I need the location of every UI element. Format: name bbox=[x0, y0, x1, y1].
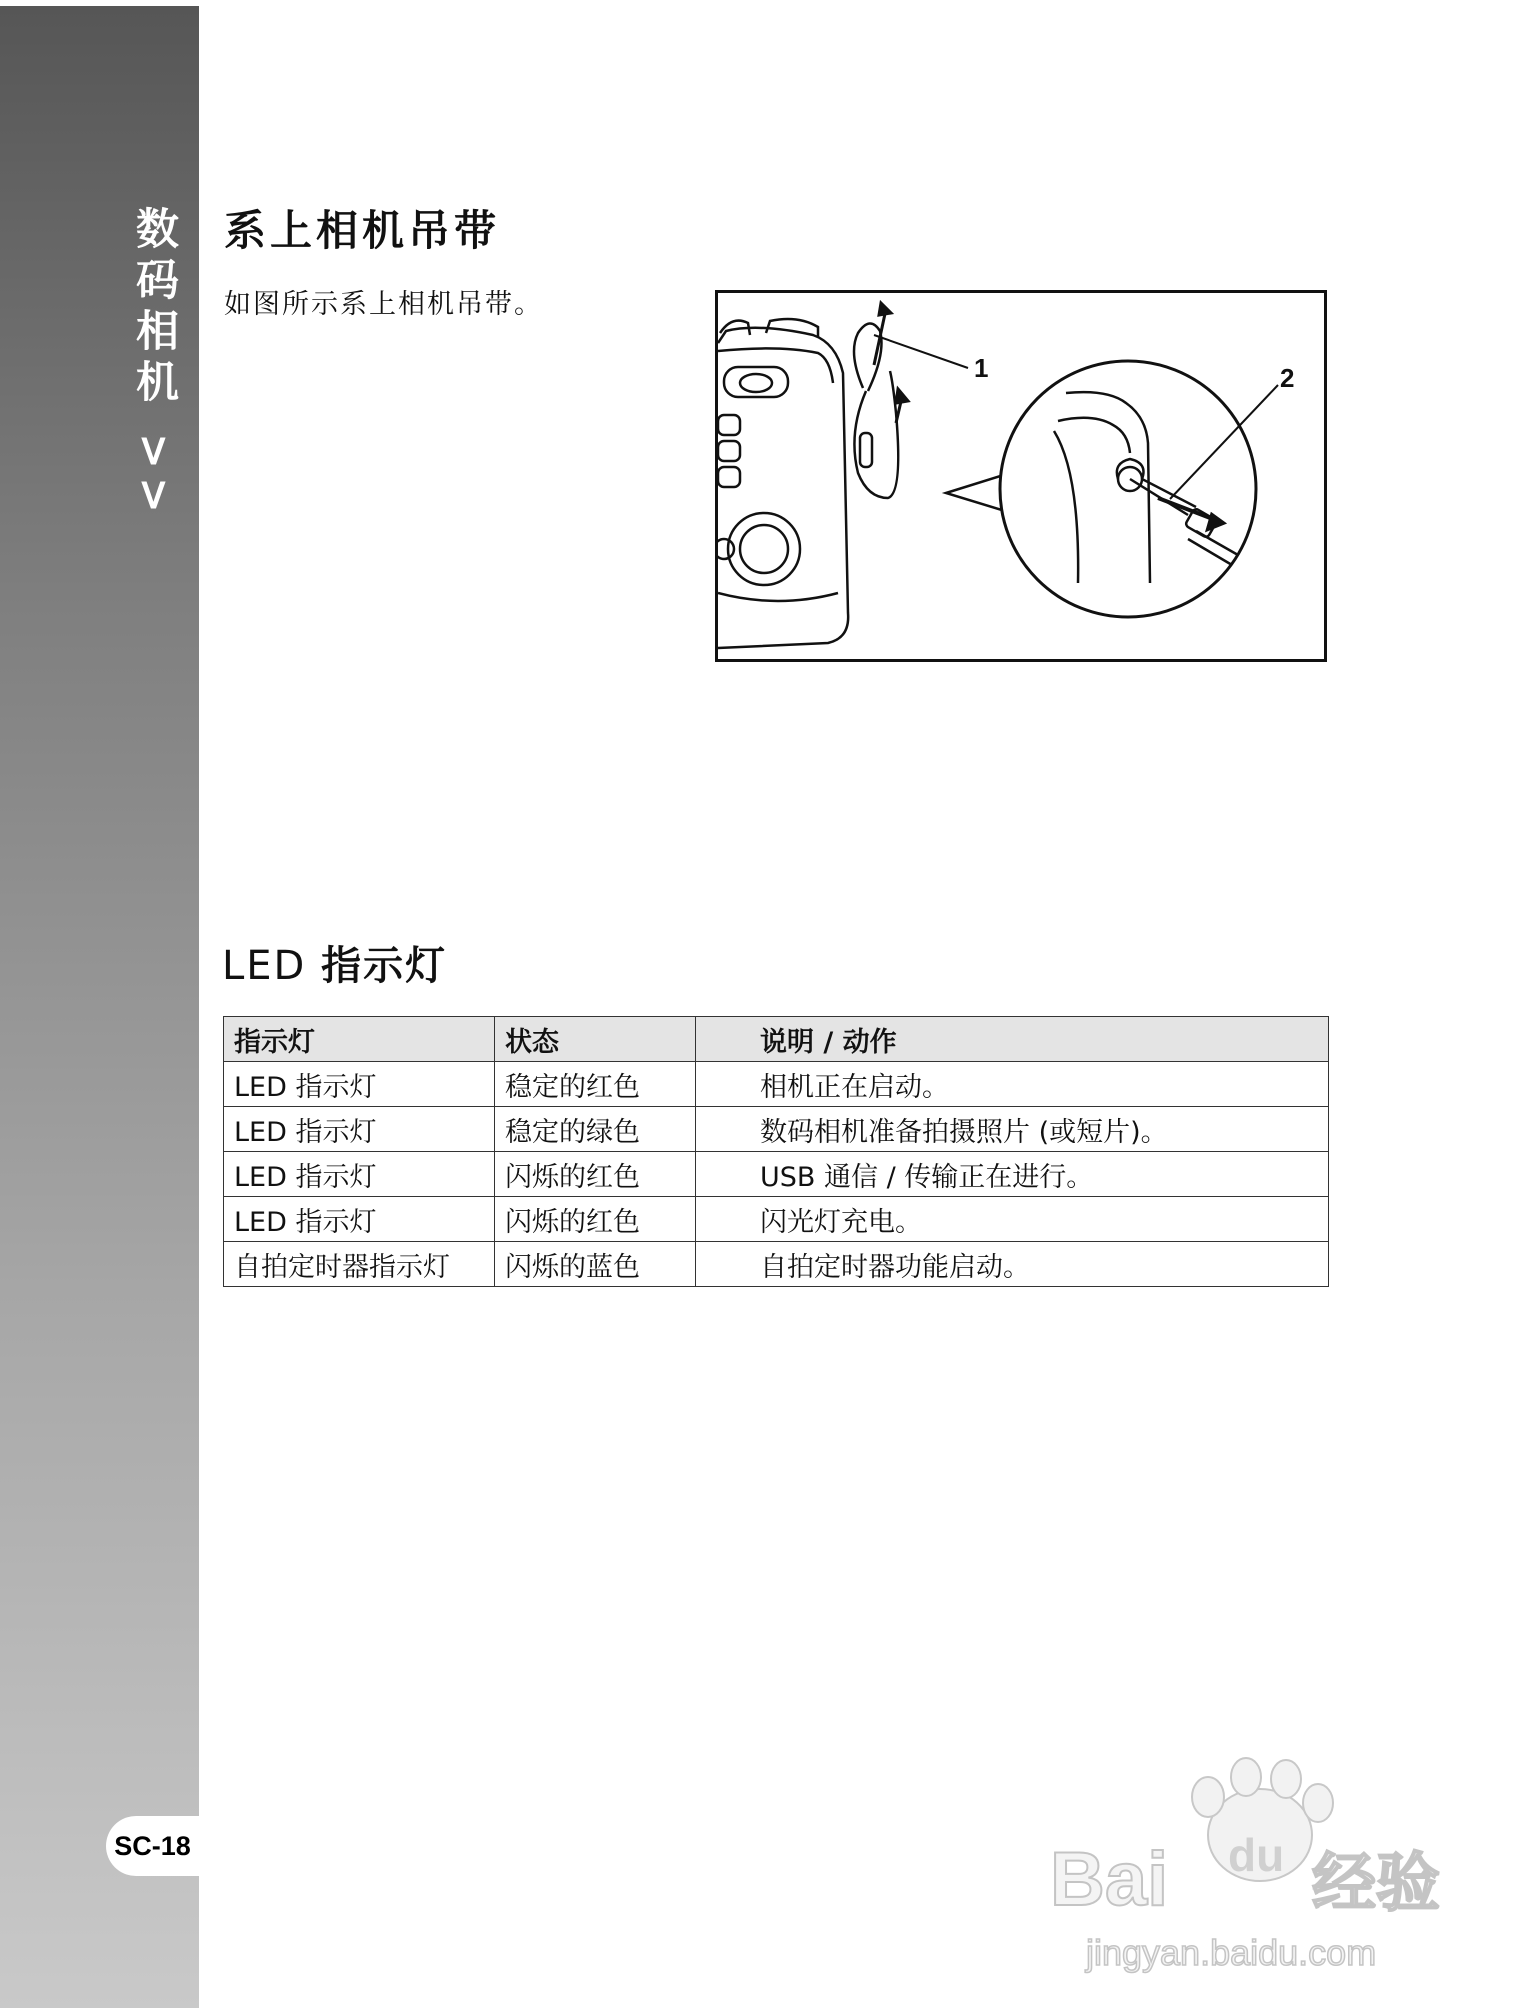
indicator-cell: LED 指示灯 bbox=[224, 1062, 495, 1107]
status-cell: 闪烁的红色 bbox=[495, 1197, 696, 1242]
section-heading-strap: 系上相机吊带 bbox=[224, 206, 501, 255]
side-chapter-title: 数码相机 >> bbox=[129, 206, 179, 522]
indicator-cell: LED 指示灯 bbox=[224, 1197, 495, 1242]
section-heading-led bbox=[222, 934, 447, 991]
table-row bbox=[224, 1152, 1329, 1197]
description-cell: 数码相机准备拍摄照片 (或短片)。 bbox=[696, 1107, 1329, 1152]
column-header-description: 说明 / 动作 bbox=[696, 1017, 1329, 1062]
column-header-status: 状态 bbox=[495, 1017, 696, 1062]
table-row bbox=[224, 1197, 1329, 1242]
watermark-bai: Bai bbox=[1050, 1837, 1169, 1922]
callout-1: 1 bbox=[974, 353, 989, 383]
description-cell: 相机正在启动。 bbox=[696, 1062, 1329, 1107]
watermark-du: du bbox=[1228, 1829, 1285, 1881]
baidu-paw-logo bbox=[1050, 1755, 1490, 1995]
status-cell: 闪烁的蓝色 bbox=[495, 1242, 696, 1287]
baidu-watermark bbox=[1050, 1755, 1490, 1995]
watermark-brand-cn: 经验 bbox=[1312, 1847, 1440, 1921]
indicator-cell: 自拍定时器指示灯 bbox=[224, 1242, 495, 1287]
table-row bbox=[224, 1107, 1329, 1152]
table-row bbox=[224, 1062, 1329, 1107]
status-cell: 闪烁的红色 bbox=[495, 1152, 696, 1197]
description-cell: USB 通信 / 传输正在进行。 bbox=[696, 1152, 1329, 1197]
strap-figure bbox=[715, 290, 1327, 662]
column-header-indicator: 指示灯 bbox=[224, 1017, 495, 1062]
led-indicator-table bbox=[223, 1016, 1329, 1287]
watermark-url: jingyan.baidu.com bbox=[1086, 1932, 1377, 1973]
description-cell: 闪光灯充电。 bbox=[696, 1197, 1329, 1242]
table-row bbox=[224, 1242, 1329, 1287]
page-number: SC-18 bbox=[106, 1816, 199, 1876]
callout-2: 2 bbox=[1280, 363, 1295, 393]
indicator-cell: LED 指示灯 bbox=[224, 1152, 495, 1197]
strap-instruction: 如图所示系上相机吊带。 bbox=[224, 289, 543, 320]
table-header-row bbox=[224, 1017, 1329, 1062]
description-cell: 自拍定时器功能启动。 bbox=[696, 1242, 1329, 1287]
status-cell: 稳定的红色 bbox=[495, 1062, 696, 1107]
camera-strap-illustration bbox=[718, 293, 1324, 659]
status-cell: 稳定的绿色 bbox=[495, 1107, 696, 1152]
side-tab bbox=[0, 6, 199, 2008]
led-heading-prefix: LED bbox=[222, 943, 307, 989]
indicator-cell: LED 指示灯 bbox=[224, 1107, 495, 1152]
led-heading-text: 指示灯 bbox=[321, 943, 448, 989]
